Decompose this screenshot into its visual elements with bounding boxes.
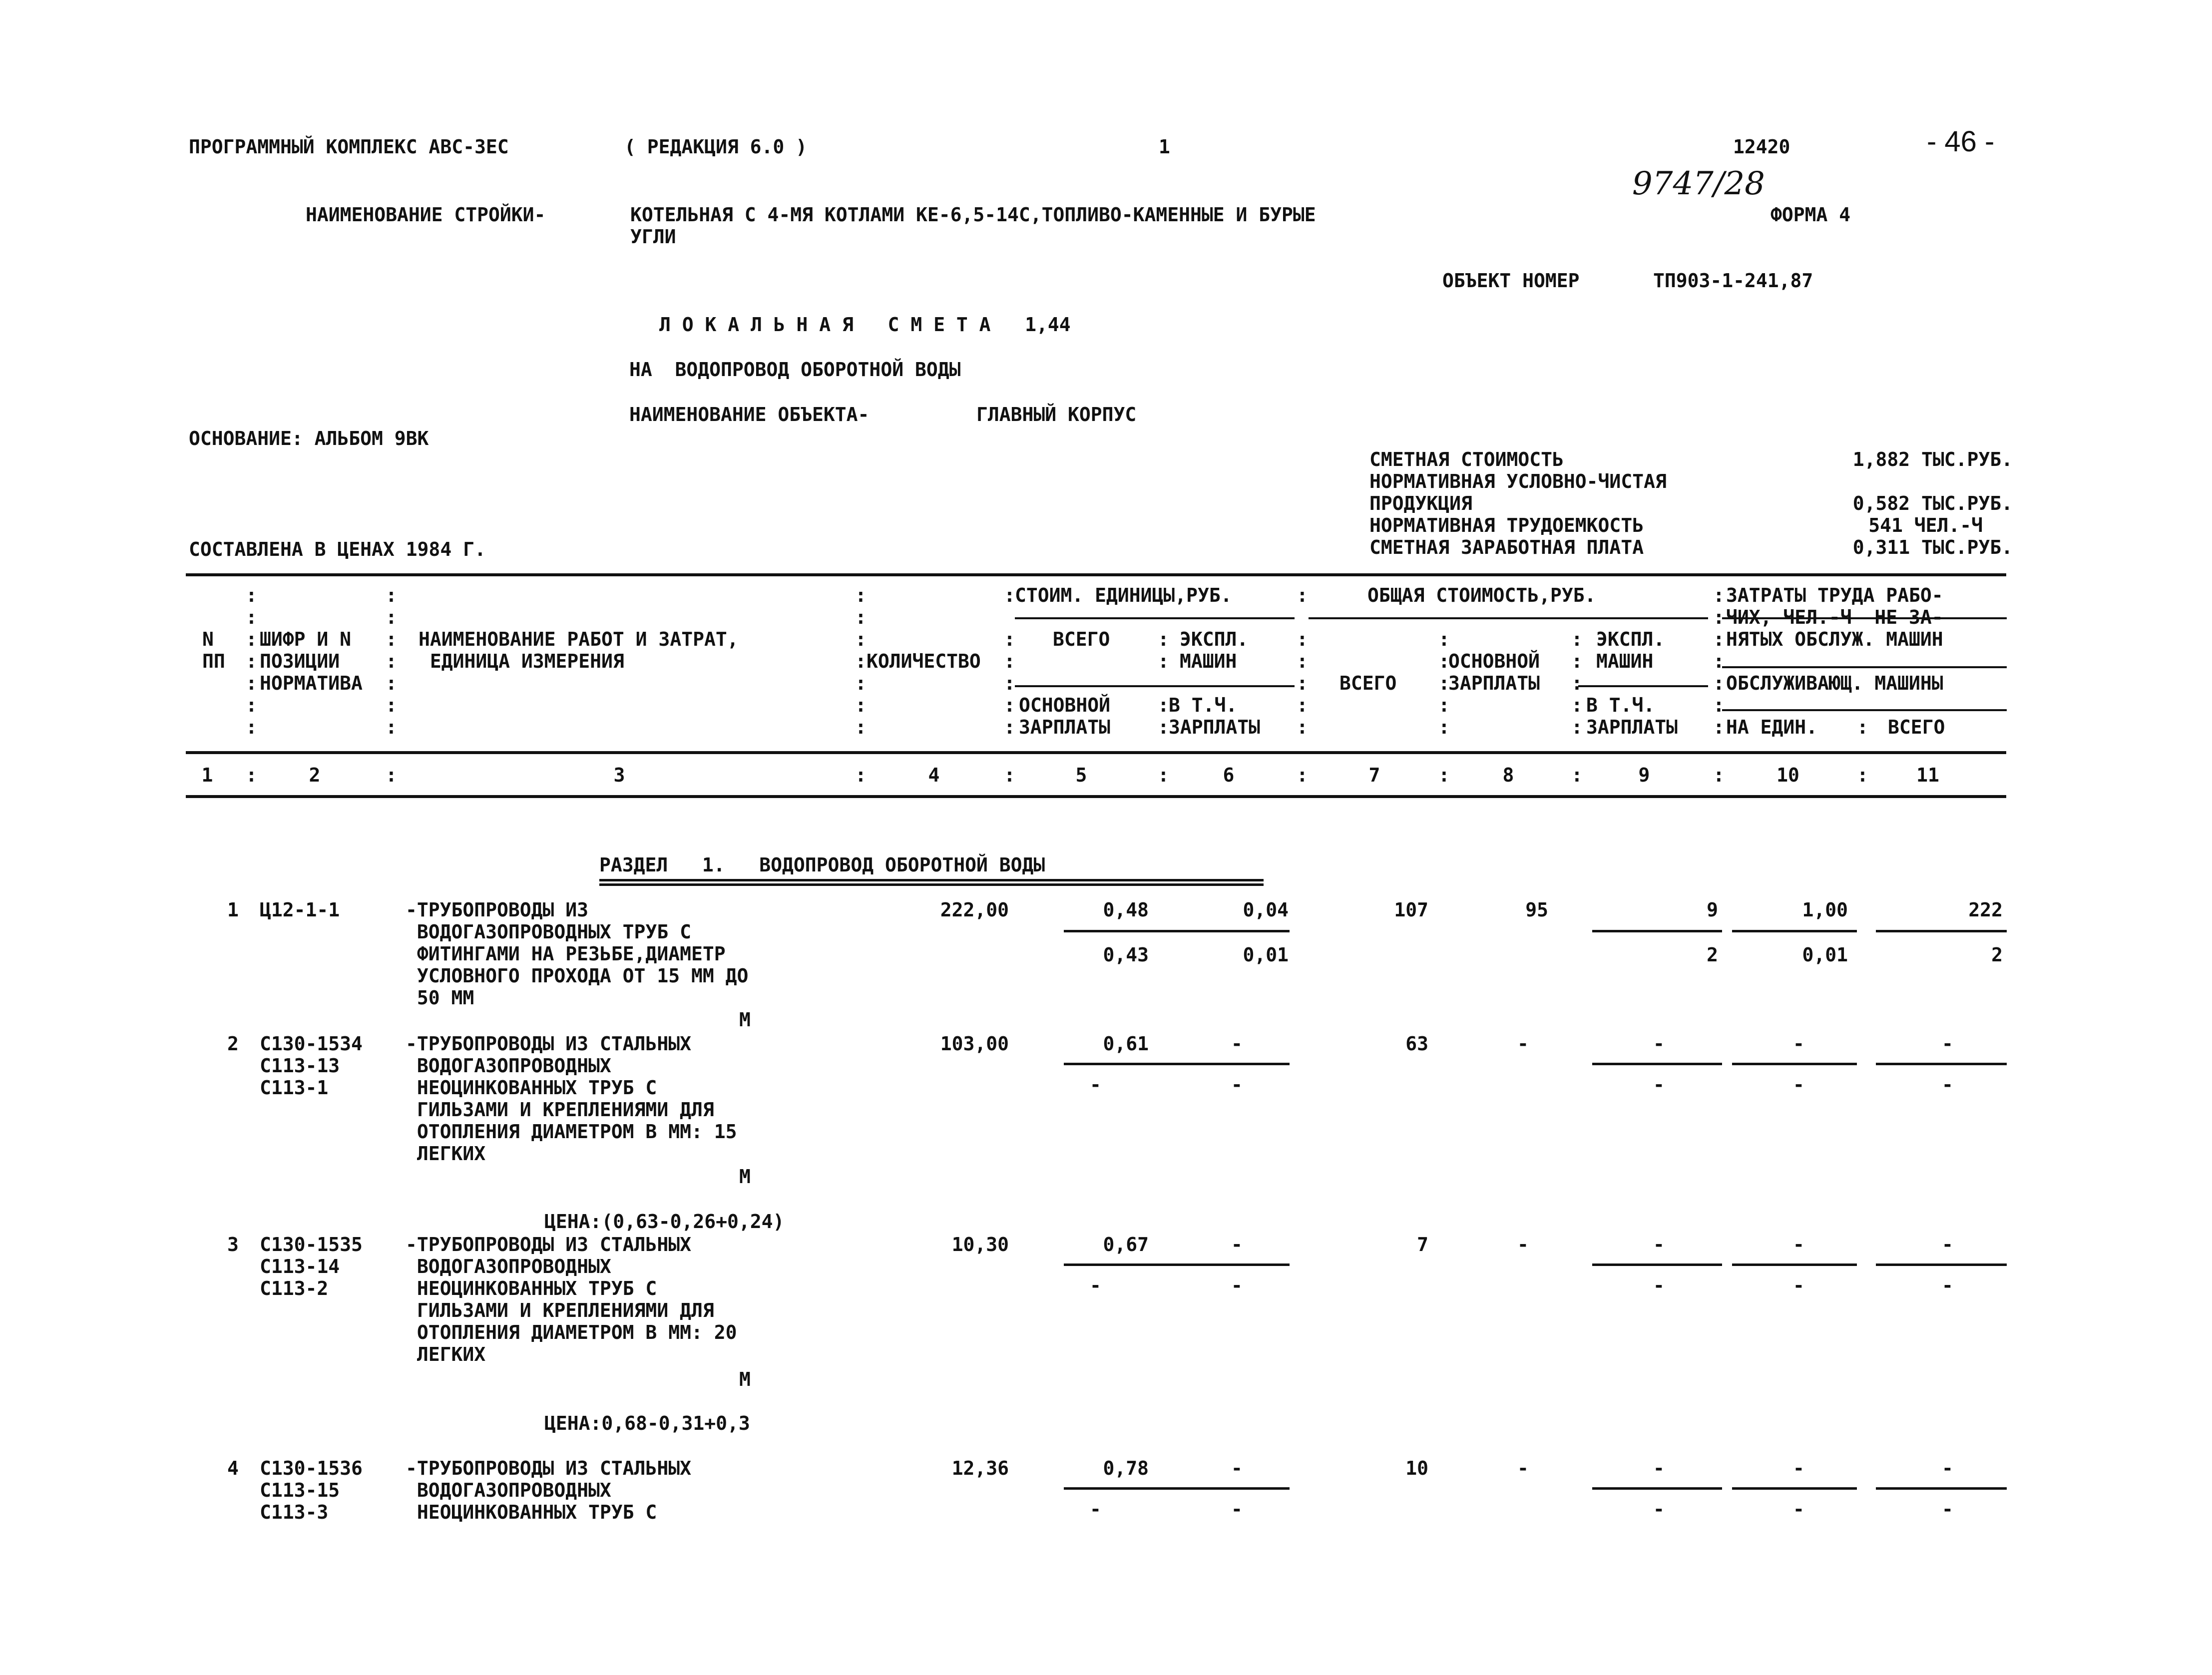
row-price-note: ЦЕНА:(0,63-0,26+0,24)	[544, 1211, 785, 1233]
row-unit: М	[739, 1368, 751, 1390]
col-heading-labor-mach: ОБСЛУЖИВАЮЩ. МАШИНЫ	[1726, 672, 1943, 694]
col-heading-total-incl: В Т.Ч. ЗАРПЛАТЫ	[1586, 694, 1678, 738]
row-labor-total: 222	[1968, 899, 2003, 921]
col-separator: :	[386, 764, 397, 786]
col-separator: : : : : : :	[1297, 584, 1308, 738]
row-total: 7	[1417, 1234, 1428, 1256]
fraction-rule	[1876, 1487, 2007, 1490]
row-quantity: 12,36	[951, 1457, 1009, 1479]
row-unit-machines: -	[1231, 1033, 1243, 1055]
col-heading-total-mach: ЭКСПЛ. МАШИН	[1596, 628, 1665, 672]
col-separator: :	[1297, 764, 1308, 786]
row-total-wage: 95	[1525, 899, 1548, 921]
col-separator: :	[1571, 764, 1583, 786]
row-labor-per-unit: 1,00	[1802, 899, 1848, 921]
fraction-rule	[1732, 930, 1857, 932]
summary-label: ПРОДУКЦИЯ	[1369, 492, 1472, 514]
row-description: -ТРУБОПРОВОДЫ ИЗ СТАЛЬНЫХ ВОДОГАЗОПРОВОДНЫХ НЕОЦИНКОВАННЫХ ТРУБ С	[406, 1457, 691, 1523]
col-heading-total-all: ВСЕГО	[1339, 672, 1397, 694]
fraction-rule	[1165, 1063, 1290, 1065]
row-code: С113-2	[260, 1277, 329, 1299]
row-code: С113-14	[260, 1256, 340, 1277]
col-separator: : : : : : : :	[1713, 584, 1725, 738]
row-unit-wage: -	[1090, 1274, 1101, 1296]
column-number: 5	[1075, 764, 1087, 786]
row-code: С113-1	[260, 1077, 329, 1099]
row-description: -ТРУБОПРОВОДЫ ИЗ ВОДОГАЗОПРОВОДНЫХ ТРУБ С ФИТИНГАМИ НА РЕЗЬБЕ,ДИАМЕТР УСЛОВНОГО ПРОХОДА ОТ 15 ММ ДО 50 ММ	[406, 899, 749, 1009]
row-total-machines: -	[1653, 1033, 1665, 1055]
object-name-label: НАИМЕНОВАНИЕ ОБЪЕКТА-	[629, 404, 870, 425]
row-unit-machines: -	[1231, 1234, 1243, 1256]
fraction-rule	[1876, 1063, 2007, 1065]
summary-label: СМЕТНАЯ СТОИМОСТЬ	[1369, 448, 1564, 470]
numbers-bottom-rule	[186, 795, 2006, 798]
row-labor-per-unit: -	[1793, 1074, 1804, 1096]
row-total-wage: -	[1517, 1234, 1529, 1256]
col-heading-code: ШИФР И N ПОЗИЦИИ НОРМАТИВА	[260, 628, 363, 694]
column-number: 3	[613, 764, 625, 786]
col-separator: :	[1438, 764, 1450, 786]
row-total-machines: -	[1653, 1457, 1665, 1479]
row-labor-total: -	[1942, 1234, 1953, 1256]
row-total: 107	[1394, 899, 1428, 921]
col-heading-total-cost: ОБЩАЯ СТОИМОСТЬ,РУБ.	[1367, 584, 1596, 606]
column-number: 11	[1916, 764, 1939, 786]
row-labor-per-unit: -	[1793, 1033, 1804, 1055]
row-unit-total: 0,67	[1103, 1234, 1149, 1256]
section-underline	[599, 879, 1264, 886]
row-code: С130-1535	[260, 1234, 363, 1256]
row-labor-total: -	[1942, 1033, 1953, 1055]
col-heading-name: НАИМЕНОВАНИЕ РАБОТ И ЗАТРАТ, ЕДИНИЦА ИЗМЕРЕНИЯ	[419, 628, 739, 672]
row-number: 1	[227, 899, 239, 921]
column-number: 7	[1368, 764, 1380, 786]
col-separator: :	[1857, 764, 1868, 786]
col-separator: : : : : : : :	[246, 584, 257, 738]
row-unit-incl: -	[1231, 1074, 1243, 1096]
row-number: 4	[227, 1457, 239, 1479]
col-heading-n: N ПП	[202, 628, 225, 672]
col-separator: :	[855, 764, 867, 786]
col-separator: :	[1713, 764, 1725, 786]
form-label: ФОРМА 4	[1770, 204, 1851, 226]
summary-value: 1,882 ТЫС.РУБ.	[1852, 448, 2013, 470]
row-total-wage: -	[1517, 1457, 1529, 1479]
fraction-rule	[1876, 930, 2007, 932]
header-top-rule	[186, 573, 2006, 576]
row-unit-total: 0,78	[1103, 1457, 1149, 1479]
row-total-incl: -	[1653, 1498, 1665, 1520]
object-number: ТП903-1-241,87	[1653, 270, 1813, 292]
row-quantity: 103,00	[940, 1033, 1009, 1055]
handwritten-number: 9747/28	[1632, 165, 1765, 202]
fraction-rule	[1732, 1487, 1857, 1490]
row-total: 63	[1405, 1033, 1428, 1055]
row-labor-per-unit: -	[1793, 1498, 1804, 1520]
document-code: 12420	[1733, 136, 1790, 158]
row-unit: М	[739, 1166, 751, 1188]
summary-value: 0,311 ТЫС.РУБ.	[1852, 536, 2013, 558]
row-total: 10	[1405, 1457, 1428, 1479]
row-labor-per-unit: -	[1793, 1234, 1804, 1256]
section-title: РАЗДЕЛ 1. ВОДОПРОВОД ОБОРОТНОЙ ВОДЫ	[599, 854, 1045, 876]
total-sub-rule	[1578, 685, 1708, 687]
fraction-rule	[1165, 1263, 1290, 1266]
row-labor-total: -	[1942, 1274, 1953, 1296]
row-unit-total: 0,48	[1103, 899, 1149, 921]
row-total-wage: -	[1517, 1033, 1529, 1055]
labor-sub-rule	[1722, 666, 2007, 668]
row-description: -ТРУБОПРОВОДЫ ИЗ СТАЛЬНЫХ ВОДОГАЗОПРОВОДНЫХ НЕОЦИНКОВАННЫХ ТРУБ С ГИЛЬЗАМИ И КРЕПЛЕНИЯМИ ДЛЯ ОТОПЛЕНИЯ ДИАМЕТРОМ В ММ: 20 ЛЕГКИХ	[406, 1234, 737, 1365]
row-unit-total: 0,61	[1103, 1033, 1149, 1055]
fraction-rule	[1732, 1063, 1857, 1065]
object-name: ГЛАВНЫЙ КОРПУС	[976, 404, 1137, 425]
row-total-machines: -	[1653, 1234, 1665, 1256]
construction-name: КОТЕЛЬНАЯ С 4-МЯ КОТЛАМИ КЕ-6,5-14С,ТОПЛИВО-КАМЕННЫЕ И БУРЫЕ	[630, 204, 1316, 226]
fraction-rule	[1592, 1063, 1722, 1065]
col-heading-unit-wage: ОСНОВНОЙ ЗАРПЛАТЫ	[1019, 694, 1111, 738]
row-quantity: 10,30	[951, 1234, 1009, 1256]
col-separator: : : : : : : :	[855, 584, 867, 738]
sheet-number: 1	[1159, 136, 1170, 158]
fraction-rule	[1592, 1487, 1722, 1490]
row-number: 3	[227, 1234, 239, 1256]
row-labor-total: -	[1942, 1498, 1953, 1520]
row-unit: М	[739, 1009, 751, 1031]
col-separator: : : : : :	[1571, 628, 1583, 738]
col-heading-unit-cost: СТОИМ. ЕДИНИЦЫ,РУБ.	[1015, 584, 1232, 606]
col-heading-unit-incl: В Т.Ч. ЗАРПЛАТЫ	[1169, 694, 1261, 738]
fraction-rule	[1165, 1487, 1290, 1490]
row-code: С130-1534	[260, 1033, 363, 1055]
row-unit-machines: 0,04	[1243, 899, 1289, 921]
column-number: 2	[309, 764, 321, 786]
row-unit-wage: 0,43	[1103, 944, 1149, 966]
col-heading-qty: КОЛИЧЕСТВО	[867, 650, 981, 672]
summary-value: 0,582 ТЫС.РУБ.	[1852, 492, 2013, 514]
row-unit-incl: -	[1231, 1498, 1243, 1520]
fraction-rule	[1165, 930, 1290, 932]
row-labor-total: -	[1942, 1074, 1953, 1096]
row-code: С113-3	[260, 1501, 329, 1523]
row-labor-per-unit: -	[1793, 1274, 1804, 1296]
col-separator: :	[1158, 764, 1169, 786]
col-separator: :	[1004, 764, 1015, 786]
row-unit-machines: -	[1231, 1457, 1243, 1479]
fraction-rule	[1876, 1263, 2007, 1266]
row-quantity: 222,00	[940, 899, 1009, 921]
row-total-incl: -	[1653, 1274, 1665, 1296]
row-unit-wage: -	[1090, 1498, 1101, 1520]
row-labor-per-unit: 0,01	[1802, 944, 1848, 966]
construction-label: НАИМЕНОВАНИЕ СТРОЙКИ-	[306, 204, 546, 226]
row-unit-wage: -	[1090, 1074, 1101, 1096]
total-cost-rule	[1309, 617, 1708, 619]
unit-cost-rule	[1015, 617, 1295, 619]
row-code: С130-1536	[260, 1457, 363, 1479]
row-unit-incl: -	[1231, 1274, 1243, 1296]
program-name: ПРОГРАММНЫЙ КОМПЛЕКС АВС-3ЕС	[189, 136, 509, 158]
column-number: 9	[1638, 764, 1650, 786]
row-code: С113-15	[260, 1479, 340, 1501]
row-total-machines: 9	[1707, 899, 1718, 921]
row-price-note: ЦЕНА:0,68-0,31+0,3	[544, 1412, 750, 1434]
col-heading-labor: ЗАТРАТЫ ТРУДА РАБО- ЧИХ, ЧЕЛ.-Ч НЕ ЗА- НЯТЫХ ОБСЛУЖ. МАШИН	[1726, 584, 1943, 650]
col-heading-unit-total: ВСЕГО	[1053, 628, 1110, 650]
fraction-rule	[1732, 1263, 1857, 1266]
document-subtitle: НА ВОДОПРОВОД ОБОРОТНОЙ ВОДЫ	[629, 359, 961, 381]
row-total-incl: 2	[1707, 944, 1718, 966]
row-description: -ТРУБОПРОВОДЫ ИЗ СТАЛЬНЫХ ВОДОГАЗОПРОВОДНЫХ НЕОЦИНКОВАННЫХ ТРУБ С ГИЛЬЗАМИ И КРЕПЛЕНИЯМИ ДЛЯ ОТОПЛЕНИЯ ДИАМЕТРОМ В ММ: 15 ЛЕГКИХ	[406, 1033, 737, 1165]
row-labor-total: 2	[1991, 944, 2003, 966]
summary-label: СМЕТНАЯ ЗАРАБОТНАЯ ПЛАТА	[1369, 536, 1644, 558]
basis: ОСНОВАНИЕ: АЛЬБОМ 9ВК	[189, 427, 429, 449]
row-labor-total: -	[1942, 1457, 1953, 1479]
col-heading-per-unit: НА ЕДИН.	[1726, 716, 1818, 738]
col-separator: : : : : : : :	[386, 584, 397, 738]
row-labor-per-unit: -	[1793, 1457, 1804, 1479]
header-bottom-rule	[186, 751, 2006, 754]
column-number: 1	[201, 764, 213, 786]
object-number-label: ОБЪЕКТ НОМЕР	[1442, 270, 1580, 292]
column-number: 8	[1502, 764, 1514, 786]
column-number: 4	[928, 764, 940, 786]
fraction-rule	[1592, 930, 1722, 932]
summary-label: НОРМАТИВНАЯ УСЛОВНО-ЧИСТАЯ	[1369, 470, 1667, 492]
row-total-incl: -	[1653, 1074, 1665, 1096]
col-separator: : : : : : :	[1004, 584, 1015, 738]
col-heading-unit-mach: ЭКСПЛ. МАШИН	[1180, 628, 1249, 672]
summary-label: НОРМАТИВНАЯ ТРУДОЕМКОСТЬ	[1369, 514, 1644, 536]
column-number: 10	[1776, 764, 1799, 786]
row-code: С113-13	[260, 1055, 340, 1077]
col-separator: : : : :	[1158, 628, 1169, 738]
col-separator: :	[1857, 716, 1868, 738]
price-level: СОСТАВЛЕНА В ЦЕНАХ 1984 Г.	[189, 538, 486, 560]
page-number: - 46 -	[1927, 125, 1995, 158]
fraction-rule	[1592, 1263, 1722, 1266]
row-number: 2	[227, 1033, 239, 1055]
summary-value: 541 ЧЕЛ.-Ч	[1868, 514, 1983, 536]
col-heading-total-wage: ОСНОВНОЙ ЗАРПЛАТЫ	[1448, 650, 1540, 694]
col-heading-labor-total: ВСЕГО	[1888, 716, 1945, 738]
labor-sub-rule2	[1722, 709, 2007, 711]
col-separator: :	[246, 764, 257, 786]
construction-name-cont: УГЛИ	[630, 226, 676, 248]
column-number: 6	[1223, 764, 1235, 786]
edition: ( РЕДАКЦИЯ 6.0 )	[624, 136, 808, 158]
col-separator: : : : : :	[1438, 628, 1450, 738]
unit-sub-rule	[1015, 685, 1295, 687]
row-code: Ц12-1-1	[260, 899, 340, 921]
row-unit-incl: 0,01	[1243, 944, 1289, 966]
document-title: Л О К А Л Ь Н А Я С М Е Т А 1,44	[659, 314, 1071, 336]
